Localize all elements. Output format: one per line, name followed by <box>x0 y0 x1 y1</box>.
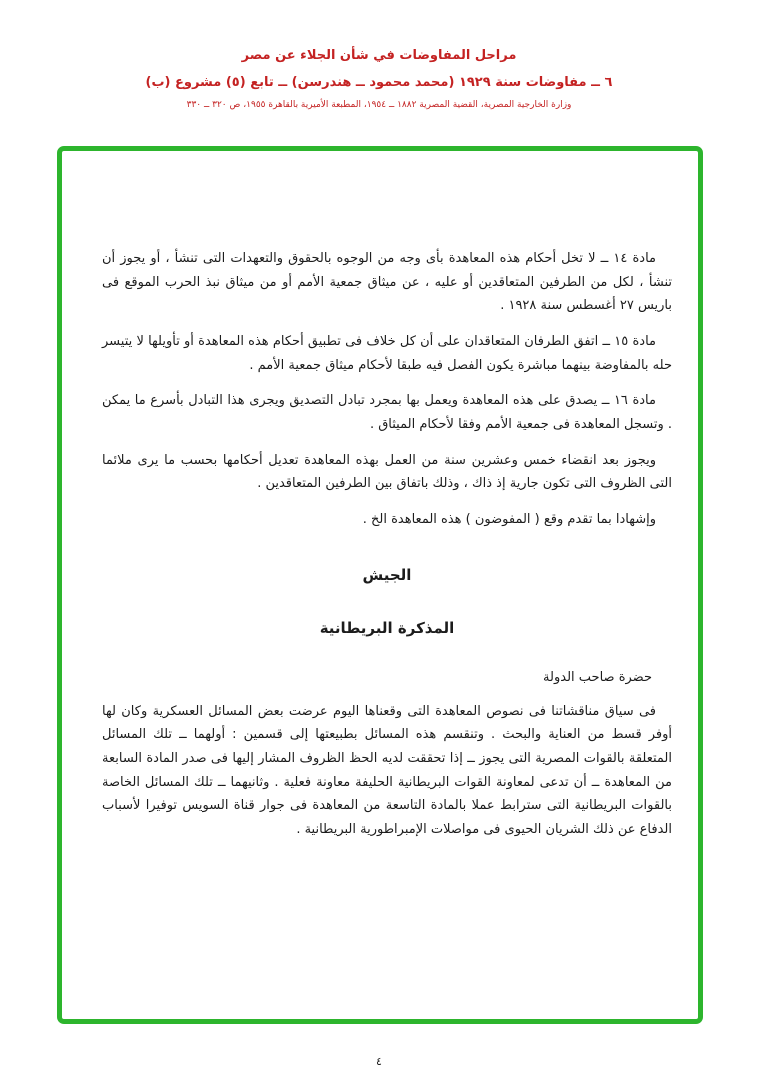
page-number: ٤ <box>376 1055 382 1068</box>
section-heading-british-memorandum: المذكرة البريطانية <box>319 618 455 637</box>
section-heading-army: الجيش <box>362 565 412 584</box>
document-scan-frame <box>57 146 703 1024</box>
amendment-clause-paragraph: ويجوز بعد انقضاء خمس وعشرين سنة من العمل بهذه المعاهدة تعديل أحكامها بحسب ما يرى ملائما التى الظروف التى تكون جارية إذ ذاك ، وذلك باتفاق بين الطرفين المتعاقدين . <box>102 452 672 492</box>
signature-clause-paragraph: وإشهادا بما تقدم وقع ( المفوضون ) هذه المعاهدة الخ . <box>362 511 656 527</box>
page-footer <box>0 1050 758 1069</box>
article-14-paragraph: مادة ١٤ ــ لا تخل أحكام هذه المعاهدة بأى وجه من الوجوه بالحقوق والتعهدات التى تنشأ ، أو يجوز أن تنشأ ، لكل من الطرفين المتعاقدين أو عليه ، عن ميثاق جمعية الأمم أو من ميثاق نبذ الحرب الموقع فى باريس ٢٧ أغسطس سنة ١٩٢٨ . <box>102 251 672 314</box>
salutation-line: حضرة صاحب الدولة <box>543 670 652 686</box>
page-header <box>0 0 758 110</box>
header-title: مراحل المفاوضات في شأن الجلاء عن مصر <box>241 48 517 63</box>
document-body <box>62 151 698 842</box>
article-15-paragraph: مادة ١٥ ــ اتفق الطرفان المتعاقدان على أن كل خلاف فى تطبيق أحكام هذه المعاهدة أو تأويلها لا يتيسر حله بالمفاوضة بينهما مباشرة يكون الفصل فيه طبقا لأحكام ميثاق جمعية الأمم . <box>102 333 672 373</box>
article-16-paragraph: مادة ١٦ ــ يصدق على هذه المعاهدة ويعمل بها بمجرد تبادل التصديق ويجرى هذا التبادل بأسرع ما يمكن . وتسجل المعاهدة فى جمعية الأمم وفقا لأحكام الميثاق . <box>102 393 672 432</box>
header-subtitle: ٦ ــ مفاوضات سنة ١٩٢٩ (محمد محمود ــ هندرسن) ــ تابع (٥) مشروع (ب) <box>145 75 613 90</box>
header-source-citation: وزارة الخارجية المصرية، القضية المصرية ١٨٨٢ ــ ١٩٥٤، المطبعة الأميرية بالقاهرة ١٩٥٥، ص ٣٢٠ ــ ٣٣٠ <box>186 100 572 110</box>
memorandum-body-paragraph: فى سياق مناقشاتنا فى نصوص المعاهدة التى وقعناها اليوم عرضت بعض المسائل العسكرية وكان لها أوفر قسط من العناية والبحث . وتنقسم هذه المسائل بطبيعتها إلى قسمين : أولهما ــ تلك المسائل المتعلقة بالقوات المصرية التى يجوز ــ إذا تحققت لديه الحظ الظروف المشار إليها فى صدر المادة السابعة من المعاهدة ــ أن تدعى لمعاونة القوات البريطانية الحليفة معاونة فعلية . وثانيهما ــ تلك المسائل الخاصة بالقوات البريطانية التى سترابط عملا بالمادة التاسعة من المعاهدة فى جوار قناة السويس توفيرا لأسباب الدفاع عن ذلك الشريان الحيوى فى مواصلات الإمبراطورية البريطانية . <box>102 703 672 838</box>
